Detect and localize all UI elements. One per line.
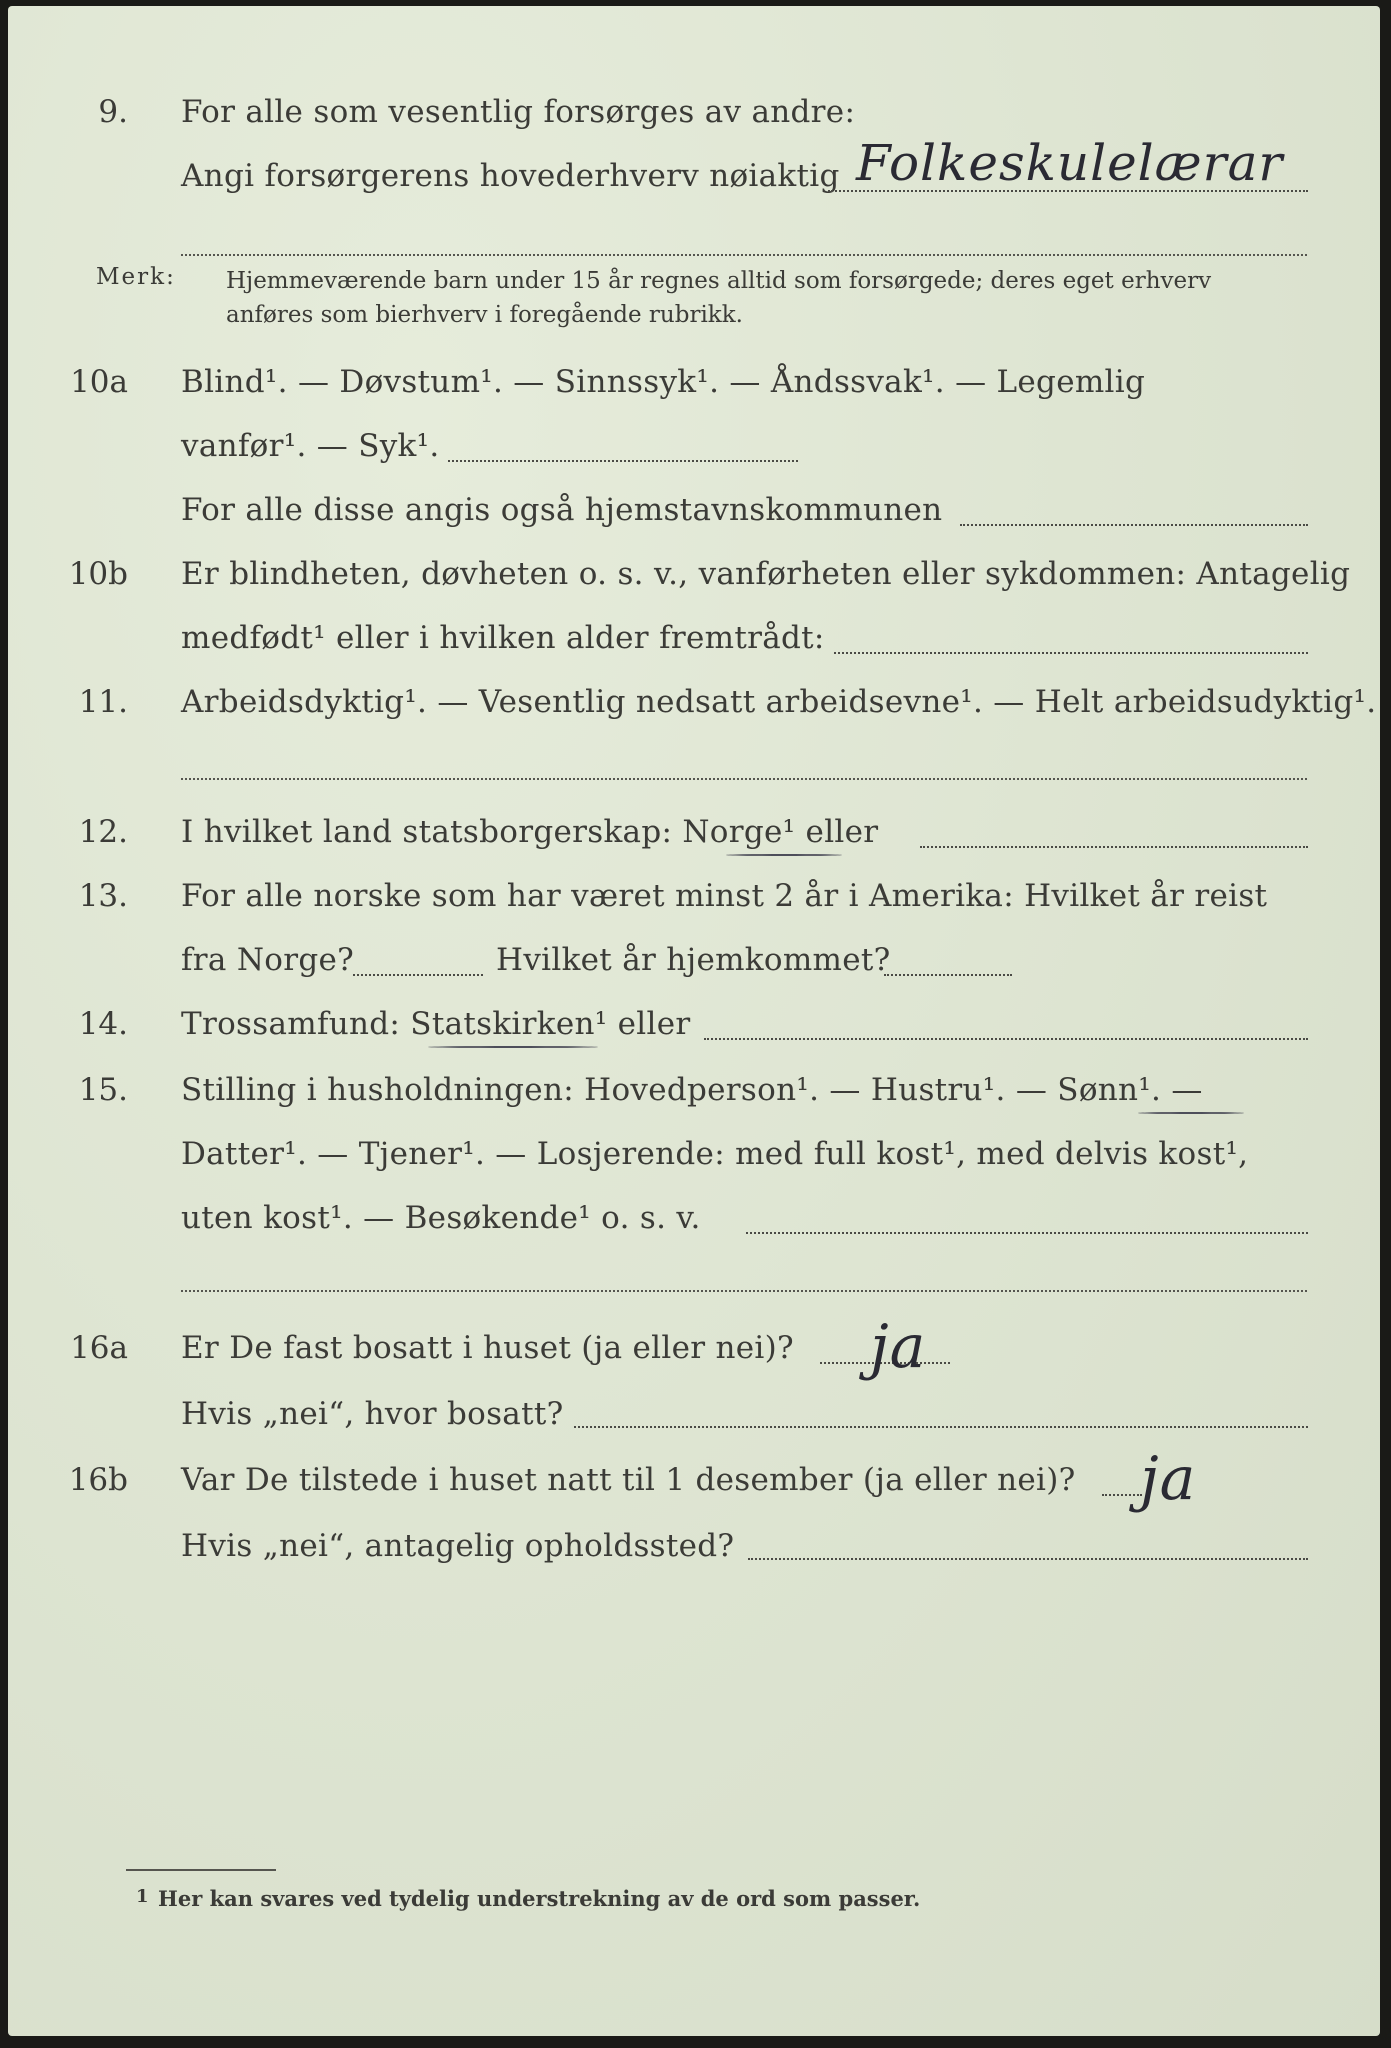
q11-number: 11.	[78, 684, 128, 720]
sonn-underline-mark	[1138, 1112, 1244, 1114]
q16b-line2: Hvis „nei“, antagelig opholdssted?	[181, 1528, 735, 1564]
statskirken-underline-mark	[428, 1046, 598, 1048]
q13-line1: For alle norske som har været minst 2 år i Amerika: Hvilket år reist	[181, 878, 1268, 914]
divider	[181, 778, 1307, 780]
q16b-number: 16b	[68, 1462, 128, 1498]
q15-answer-line	[746, 1232, 1308, 1234]
q16a-handwritten-answer: ja	[870, 1312, 927, 1382]
q11-line1: Arbeidsdyktig¹. — Vesentlig nedsatt arbeidsevne¹. — Helt arbeidsudyktig¹.	[181, 684, 1377, 720]
q16b-answer-line	[1102, 1494, 1142, 1496]
q10b-number: 10b	[68, 556, 128, 592]
q9-line2: Angi forsørgerens hovederhverv nøiaktig	[181, 158, 840, 194]
q13-reist-line	[353, 974, 483, 976]
q14-line1: Trossamfund: Statskirken¹ eller	[181, 1006, 691, 1042]
footnote-rule	[126, 1869, 276, 1871]
q15-line2: Datter¹. — Tjener¹. — Losjerende: med full kost¹, med delvis kost¹,	[181, 1136, 1249, 1172]
q10a-answer-line	[448, 460, 798, 462]
q13-line2a: fra Norge?	[181, 942, 355, 978]
norge-underline-mark	[726, 854, 842, 856]
q14-number: 14.	[78, 1006, 128, 1042]
q9-number: 9.	[98, 94, 128, 130]
merk-label: Merk:	[96, 264, 176, 290]
q9-line1: For alle som vesentlig forsørges av andre:	[181, 94, 856, 130]
q15-line3: uten kost¹. — Besøkende¹ o. s. v.	[181, 1200, 701, 1236]
q10a-hjemstavn-line	[960, 524, 1308, 526]
merk-line1: Hjemmeværende barn under 15 år regnes alltid som forsørgede; deres eget erhverv	[226, 268, 1212, 294]
q16b-handwritten-answer: ja	[1140, 1444, 1197, 1514]
q12-answer-line	[920, 846, 1308, 848]
q16a-number: 16a	[70, 1330, 128, 1366]
q16b-opholdssted-line	[748, 1558, 1308, 1560]
q12-line1: I hvilket land statsborgerskap: Norge¹ eller	[181, 814, 879, 850]
footnote-mark: 1	[136, 1886, 149, 1907]
q16a-line2: Hvis „nei“, hvor bosatt?	[181, 1396, 564, 1432]
q10a-number: 10a	[70, 364, 128, 400]
q10a-line1: Blind¹. — Døvstum¹. — Sinnssyk¹. — Åndssvak¹. — Legemlig	[181, 364, 1146, 400]
q9-handwritten-answer: Folkeskulelærar	[856, 134, 1284, 192]
q13-hjemkommet-line	[884, 974, 1012, 976]
divider	[181, 254, 1307, 256]
footnote-text: Her kan svares ved tydelig understrekning av de ord som passer.	[158, 1886, 921, 1911]
divider	[181, 1290, 1307, 1292]
q12-number: 12.	[78, 814, 128, 850]
census-form-page	[8, 6, 1380, 2036]
q10b-line1: Er blindheten, døvheten o. s. v., vanførheten eller sykdommen: Antagelig	[181, 556, 1351, 592]
q15-number: 15.	[78, 1072, 128, 1108]
q10b-answer-line	[834, 652, 1308, 654]
q13-line2b: Hvilket år hjemkommet?	[496, 942, 891, 978]
q16b-line1: Var De tilstede i huset natt til 1 desember (ja eller nei)?	[181, 1462, 1076, 1498]
merk-line2: anføres som bierhverv i foregående rubrikk.	[226, 302, 743, 328]
q16a-bosatt-line	[574, 1426, 1308, 1428]
q13-number: 13.	[78, 878, 128, 914]
q15-line1: Stilling i husholdningen: Hovedperson¹. — Hustru¹. — Sønn¹. —	[181, 1072, 1203, 1108]
q10b-line2: medfødt¹ eller i hvilken alder fremtrådt:	[181, 620, 825, 656]
q10a-line2: vanfør¹. — Syk¹.	[181, 428, 440, 464]
q16a-line1: Er De fast bosatt i huset (ja eller nei)?	[181, 1330, 794, 1366]
q14-answer-line	[704, 1038, 1308, 1040]
q10a-line3: For alle disse angis også hjemstavnskommunen	[181, 492, 943, 528]
